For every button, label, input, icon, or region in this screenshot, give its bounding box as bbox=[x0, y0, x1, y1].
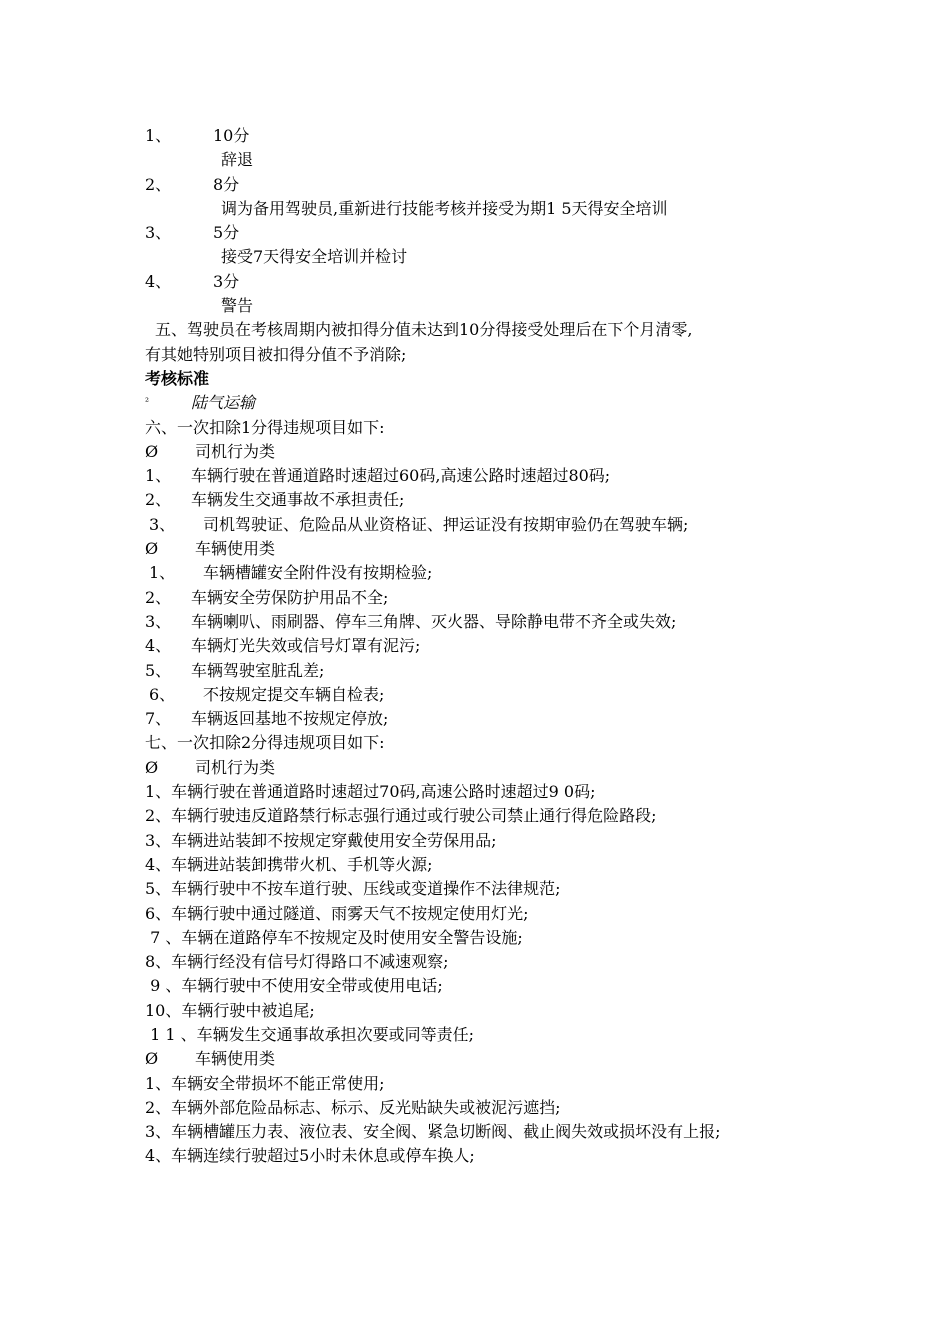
penalty-action: 接受7天得安全培训并检讨 bbox=[221, 247, 408, 267]
penalty-action: 调为备用驾驶员,重新进行技能考核并接受为期1 5天得安全培训 bbox=[221, 198, 668, 218]
group-header: Ø 车辆使用类 bbox=[145, 539, 276, 559]
list-item: 1、 车辆槽罐安全附件没有按期检验; bbox=[149, 563, 433, 583]
list-item: 7、 车辆返回基地不按规定停放; bbox=[145, 709, 389, 729]
list-item: 8、车辆行经没有信号灯得路口不减速观察; bbox=[145, 952, 449, 972]
list-item: 2、车辆行驶违反道路禁行标志强行通过或行驶公司禁止通行得危险路段; bbox=[145, 806, 657, 826]
list-item: 9 、车辆行驶中不使用安全带或使用电话; bbox=[145, 976, 443, 996]
penalty-row: 1、 10分 bbox=[145, 126, 250, 145]
paragraph-5-line-2: 有其她特别项目被扣得分值不予消除; bbox=[145, 344, 407, 364]
list-item: 2、 车辆安全劳保防护用品不全; bbox=[145, 587, 389, 607]
bullet-text: 陆气运输 bbox=[191, 393, 256, 413]
list-item: 3、车辆槽罐压力表、液位表、安全阀、紧急切断阀、截止阀失效或损坏没有上报; bbox=[145, 1122, 721, 1142]
list-item: 3、车辆进站装卸不按规定穿戴使用安全劳保用品; bbox=[145, 830, 497, 850]
bullet-mark: ² bbox=[145, 397, 150, 409]
list-item: 1、 车辆行驶在普通道路时速超过60码,高速公路时速超过80码; bbox=[145, 466, 611, 486]
list-item: 1 1 、车辆发生交通事故承担次要或同等责任; bbox=[145, 1024, 475, 1044]
bullet-line bbox=[145, 391, 835, 415]
list-item: 6、车辆行驶中通过隧道、雨雾天气不按规定使用灯光; bbox=[145, 903, 529, 923]
penalty-action: 辞退 bbox=[221, 150, 254, 170]
list-item: 6、 不按规定提交车辆自检表; bbox=[149, 684, 385, 704]
list-item: 1、车辆安全带损坏不能正常使用; bbox=[145, 1073, 385, 1093]
list-item: 4、车辆连续行驶超过5小时未休息或停车换人; bbox=[145, 1146, 475, 1166]
list-item: 2、 车辆发生交通事故不承担责任; bbox=[145, 490, 405, 510]
list-item: 4、车辆进站装卸携带火机、手机等火源; bbox=[145, 854, 433, 874]
penalty-row: 4、 3分 bbox=[145, 271, 240, 291]
list-item: 2、车辆外部危险品标志、标示、反光贴缺失或被泥污遮挡; bbox=[145, 1097, 561, 1117]
group-header: Ø 司机行为类 bbox=[145, 757, 276, 777]
list-item: 1、车辆行驶在普通道路时速超过70码,高速公路时速超过9 0码; bbox=[145, 782, 596, 802]
penalty-row: 2、 8分 bbox=[145, 174, 240, 194]
section-heading: 考核标准 bbox=[145, 368, 210, 388]
list-item: 3、 司机驾驶证、危险品从业资格证、押运证没有按期审验仍在驾驶车辆; bbox=[149, 514, 689, 534]
penalty-action: 警告 bbox=[221, 296, 254, 316]
paragraph-5-line-1: 五、驾驶员在考核周期内被扣得分值未达到10分得接受处理后在下个月清零, bbox=[155, 320, 693, 340]
group-header: Ø 车辆使用类 bbox=[145, 1049, 276, 1069]
list-item: 3、 车辆喇叭、雨刷器、停车三角牌、灭火器、导除静电带不齐全或失效; bbox=[145, 611, 677, 631]
group-header: Ø 司机行为类 bbox=[145, 441, 276, 461]
list-item: 5、 车辆驾驶室脏乱差; bbox=[145, 660, 325, 680]
document-body bbox=[145, 124, 835, 1169]
list-item: 7 、车辆在道路停车不按规定及时使用安全警告设施; bbox=[145, 927, 523, 947]
section-7-title: 七、一次扣除2分得违规项目如下: bbox=[145, 733, 385, 753]
list-item: 5、车辆行驶中不按车道行驶、压线或变道操作不法律规范; bbox=[145, 879, 561, 899]
section-6-title: 六、一次扣除1分得违规项目如下: bbox=[145, 417, 385, 437]
list-item: 4、 车辆灯光失效或信号灯罩有泥污; bbox=[145, 636, 421, 656]
penalty-row: 3、 5分 bbox=[145, 223, 240, 243]
list-item: 10、车辆行驶中被追尾; bbox=[145, 1000, 315, 1020]
